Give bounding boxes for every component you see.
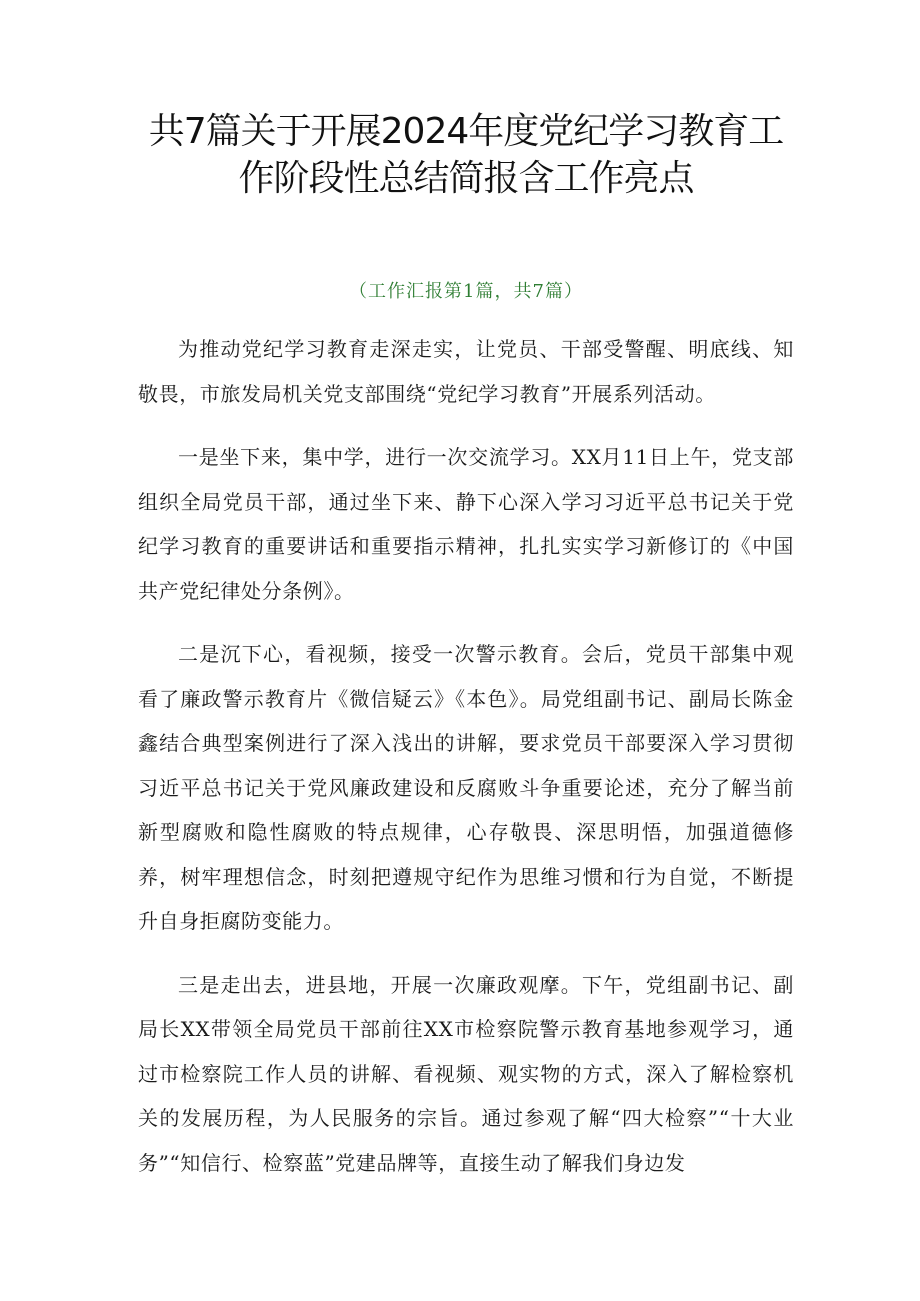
- paragraph-third-activity: 三是走出去，进县地，开展一次廉政观摩。下午，党组副书记、副局长XX带领全局党员干部前往XX市检察院警示教育基地参观学习，通过市检察院工作人员的讲解、看视频、观实物的方式，深入了解检察机关的发展历程，为人民服务的宗旨。通过参观了解“四大检察”“十大业务”“知信行、检察蓝”党建品牌等，直接生动了解我们身边发: [138, 972, 794, 1175]
- title-line-1: 共7篇关于开展2024年度党纪学习教育工: [148, 111, 784, 152]
- document-subtitle: （工作汇报第1篇，共7篇）: [349, 281, 583, 302]
- paragraph-first-activity: 一是坐下来，集中学，进行一次交流学习。XX月11日上午，党支部组织全局党员干部，通过坐下来、静下心深入学习习近平总书记关于党纪学习教育的重要讲话和重要指示精神，扎扎实实学习新修订的《中国共产党纪律处分条例》。: [138, 445, 794, 603]
- title-line-2: 作阶段性总结简报含工作亮点: [238, 158, 694, 199]
- paragraph-second-activity: 二是沉下心，看视频，接受一次警示教育。会后，党员干部集中观看了廉政警示教育片《微信疑云》《本色》。局党组副书记、副局长陈金鑫结合典型案例进行了深入浅出的讲解，要求党员干部要深入学习贯彻习近平总书记关于党风廉政建设和反腐败斗争重要论述，充分了解当前新型腐败和隐性腐败的特点规律，心存敬畏、深思明悟，加强道德修养，树牢理想信念，时刻把遵规守纪作为思维习惯和行为自觉，不断提升自身拒腐防变能力。: [138, 642, 794, 933]
- document-title: [138, 108, 794, 202]
- paragraph-intro: 为推动党纪学习教育走深走实，让党员、干部受警醒、明底线、知敬畏，市旅发局机关党支部围绕“党纪学习教育”开展系列活动。: [138, 337, 794, 406]
